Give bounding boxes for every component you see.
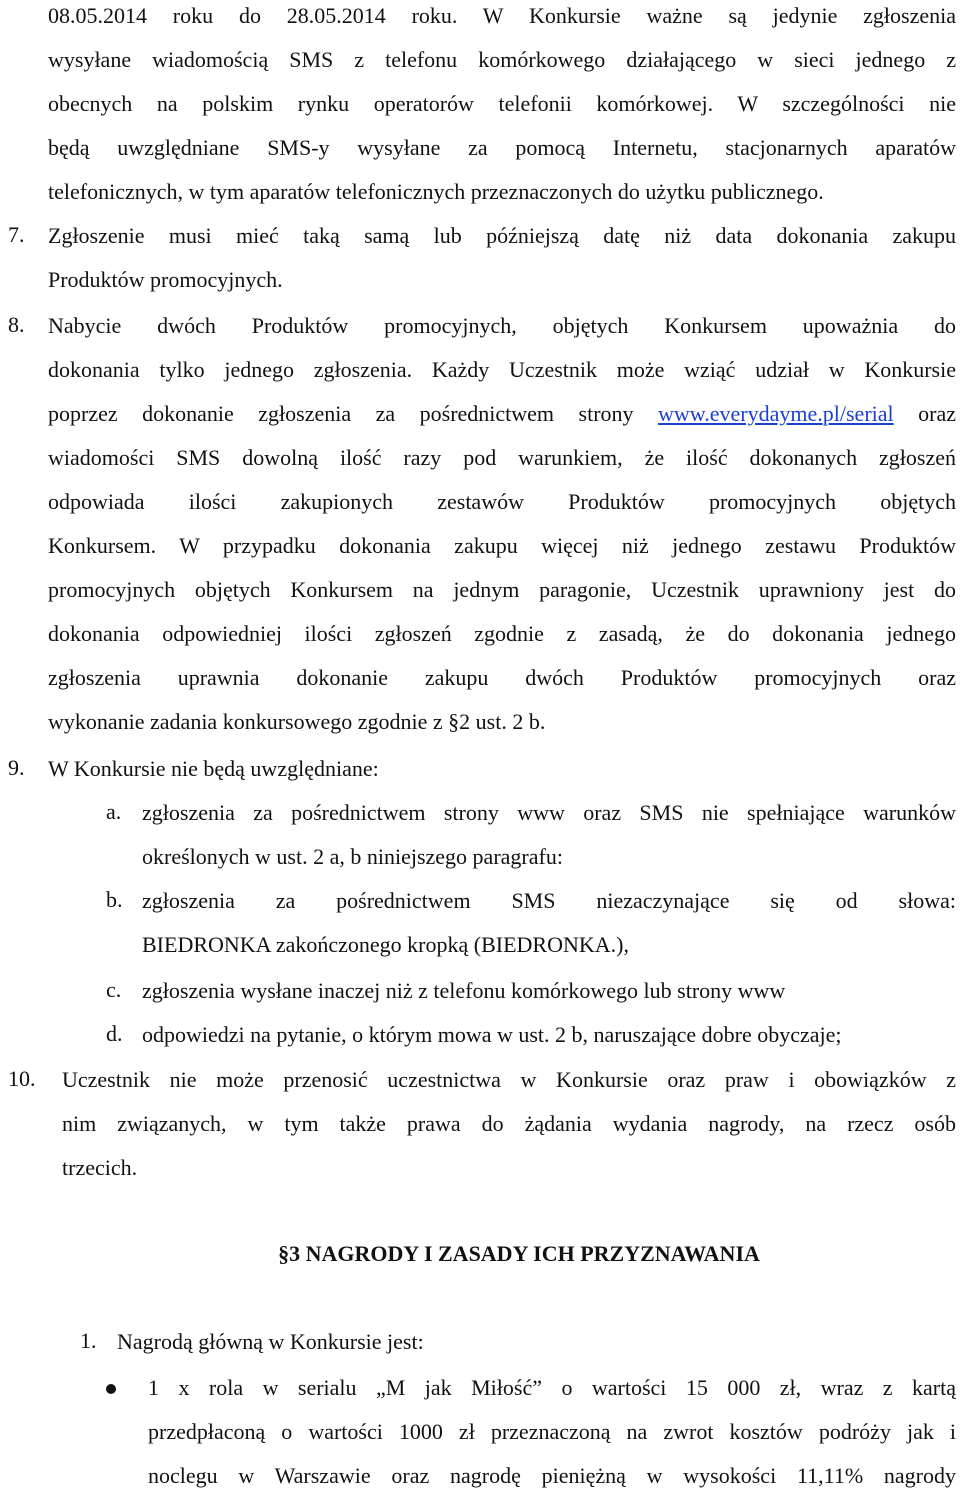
subitem-b-letter: b. [106,887,123,912]
text-line: wykonanie zadania konkursowego zgodnie z §2 ust. 2 b. [48,709,546,734]
text-line: odpowiada ilości zakupionych zestawów Produktów promocyjnych objętych [48,489,956,514]
text-line: noclegu w Warszawie oraz nagrodę pieniężną w wysokości 11,11% nagrody [148,1463,956,1488]
text-line-with-link [48,400,956,444]
text-line: nim związanych, w tym także prawa do żądania wydania nagrody, na rzecz osób [62,1111,956,1136]
s3-item-1-text [117,1328,917,1372]
subitem-c-text [142,977,956,1021]
item-9-text [48,755,956,799]
text-line: 08.05.2014 roku do 28.05.2014 roku. W Konkursie ważne są jedynie zgłoszenia [48,3,956,28]
section-3-heading: §3 NAGRODY I ZASADY ICH PRZYZNAWANIA [278,1241,760,1266]
text-line: określonych w ust. 2 a, b niniejszego paragrafu: [142,844,563,869]
link-part-path[interactable]: pl/serial [822,401,894,426]
link-part-domain[interactable]: www.everydayme. [658,401,823,426]
text-line: będą uwzględniane SMS-y wysyłane za pomocą Internetu, stacjonarnych aparatów [48,135,956,160]
text-line: Zgłoszenie musi mieć taką samą lub późniejszą datę niż data dokonania zakupu [48,223,956,248]
text-line: Produktów promocyjnych. [48,267,283,292]
text-line: zgłoszenia za pośrednictwem SMS niezaczynające się od słowa: [142,888,956,913]
subitem-a-letter: a. [106,799,122,824]
item-7-number: 7. [8,222,25,247]
subitem-c-letter: c. [106,977,122,1002]
text-line: odpowiedzi na pytanie, o którym mowa w ust. 2 b, naruszające dobre obyczaje; [142,1022,842,1047]
text-line: trzecich. [62,1155,138,1180]
text-line: BIEDRONKA zakończonego kropką (BIEDRONKA.), [142,932,629,957]
intro-continuation-paragraph [48,2,956,222]
text-line: zgłoszenia za pośrednictwem strony www oraz SMS nie spełniające warunków [142,800,956,825]
item-7-text [48,222,956,310]
subitem-d-letter: d. [106,1021,123,1046]
subitem-a-text [142,799,956,887]
text-line: Uczestnik nie może przenosić uczestnictwa w Konkursie oraz praw i obowiązków z [62,1067,956,1092]
text-line: zgłoszenia wysłane inaczej niż z telefonu komórkowego lub strony www [142,978,786,1003]
text-line: dokonania tylko jednego zgłoszenia. Każdy Uczestnik może wziąć udział w Konkursie [48,357,956,382]
text-line: Nagrodą główną w Konkursie jest: [117,1329,424,1354]
text-line: wysyłane wiadomością SMS z telefonu komórkowego działającego w sieci jednego z [48,47,956,72]
text-line: 1 x rola w serialu „M jak Miłość” o wartości 15 000 zł, wraz z kartą [148,1375,956,1400]
subitem-d-text [142,1021,956,1065]
item-10-number: 10. [8,1066,36,1091]
item-8-text [48,312,956,752]
item-9-number: 9. [8,755,25,780]
prize-bullet-text [148,1374,956,1506]
item-8-number: 8. [8,312,25,337]
text-segment: poprzez dokonanie zgłoszenia za pośrednictwem strony [48,401,659,426]
text-line: dokonania odpowiedniej ilości zgłoszeń zgodnie z zasadą, że do dokonania jednego [48,621,956,646]
text-line: przedpłaconą o wartości 1000 zł przeznaczoną na zwrot kosztów podróży jak i [148,1419,956,1444]
text-line: zgłoszenia uprawnia dokonanie zakupu dwóch Produktów promocyjnych oraz [48,665,956,690]
text-line: W Konkursie nie będą uwzględniane: [48,756,379,781]
text-line: Nabycie dwóch Produktów promocyjnych, objętych Konkursem upoważnia do [48,313,956,338]
item-10-text [62,1066,956,1198]
bullet-icon [106,1384,116,1394]
text-line: obecnych na polskim rynku operatorów telefonii komórkowej. W szczególności nie [48,91,956,116]
text-line: Konkursem. W przypadku dokonania zakupu więcej niż jednego zestawu Produktów [48,533,956,558]
everydayme-link[interactable] [658,401,894,426]
s3-item-1-number: 1. [80,1328,97,1353]
text-segment: oraz [893,401,956,426]
text-line: promocyjnych objętych Konkursem na jednym paragonie, Uczestnik uprawniony jest do [48,577,956,602]
text-line: wiadomości SMS dowolną ilość razy pod warunkiem, że ilość dokonanych zgłoszeń [48,445,956,470]
text-line: telefonicznych, w tym aparatów telefonicznych przeznaczonych do użytku publicznego. [48,179,824,204]
subitem-b-text [142,887,956,975]
